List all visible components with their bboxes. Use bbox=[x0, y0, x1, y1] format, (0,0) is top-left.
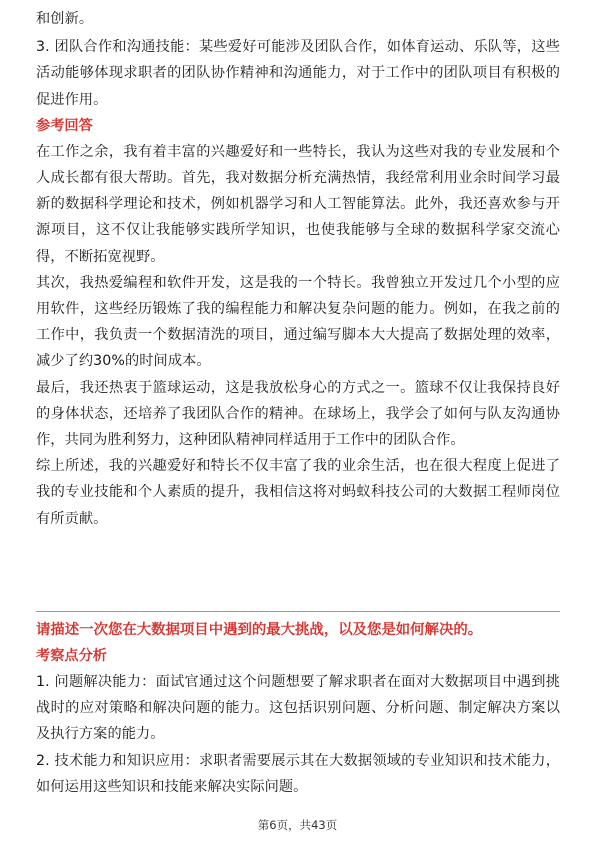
analysis-point-2: 2. 技术能力和知识应用：求职者需要展示其在大数据领域的专业知识和技术能力，如何运用这些知识和技能来解决实际问题。 bbox=[36, 752, 560, 795]
analysis-point-1: 1. 问题解决能力：面试官通过这个问题想要了解求职者在面对大数据项目中遇到挑战时的应对策略和解决问题的能力。这包括识别问题、分析问题、制定解决方案以及执行方案的能力。 bbox=[36, 674, 560, 743]
answer-paragraph-3: 最后，我还热衷于篮球运动，这是我放松身心的方式之一。篮球不仅让我保持良好的身体状态，还培养了我团队合作的精神。在球场上，我学会了如何与队友沟通协作，共同为胜利努力，这种团队精神同样适用于工作中的团队合作。 bbox=[36, 379, 560, 449]
answer-paragraph-4: 综上所述，我的兴趣爱好和特长不仅丰富了我的业余生活，也在很大程度上促进了我的专业技能和个人素质的提升，我相信这将对蚂蚁科技公司的大数据工程师岗位有所贡献。 bbox=[36, 458, 560, 527]
page-upper-content bbox=[36, 0, 560, 532]
page-lower-content bbox=[36, 617, 560, 800]
answer-paragraph-2: 其次，我热爱编程和软件开发，这是我的一个特长。我曾独立开发过几个小型的应用软件，这些经历锻炼了我的编程能力和解决复杂问题的能力。例如，在我之前的工作中，我负责一个数据清洗的项目，通过编写脚本大大提高了数据处理的效率，减少了约30%的时间成本。 bbox=[36, 274, 560, 370]
analysis-heading: 考察点分析 bbox=[36, 648, 107, 664]
page-number: 第6页，共43页 bbox=[257, 818, 338, 832]
section-divider bbox=[36, 611, 560, 612]
continuation-text: 和创新。 bbox=[36, 11, 94, 27]
answer-paragraph-1: 在工作之余，我有着丰富的兴趣爱好和一些特长，我认为这些对我的专业发展和个人成长都有很大帮助。首先，我对数据分析充满热情，我经常利用业余时间学习最新的数据科学理论和技术，例如机器学习和人工智能算法。此外，我还喜欢参与开源项目，这不仅让我能够实践所学知识，也使我能够与全球的数据科学家交流心得，不断拓宽视野。 bbox=[36, 143, 560, 265]
answer-heading: 参考回答 bbox=[36, 117, 93, 134]
analysis-point-3: 3. 团队合作和沟通技能：某些爱好可能涉及团队合作，如体育运动、乐队等，这些活动能够体现求职者的团队协作精神和沟通能力，对于工作中的团队项目有积极的促进作用。 bbox=[36, 39, 560, 108]
question-title: 请描述一次您在大数据项目中遇到的最大挑战，以及您是如何解决的。 bbox=[36, 622, 483, 638]
